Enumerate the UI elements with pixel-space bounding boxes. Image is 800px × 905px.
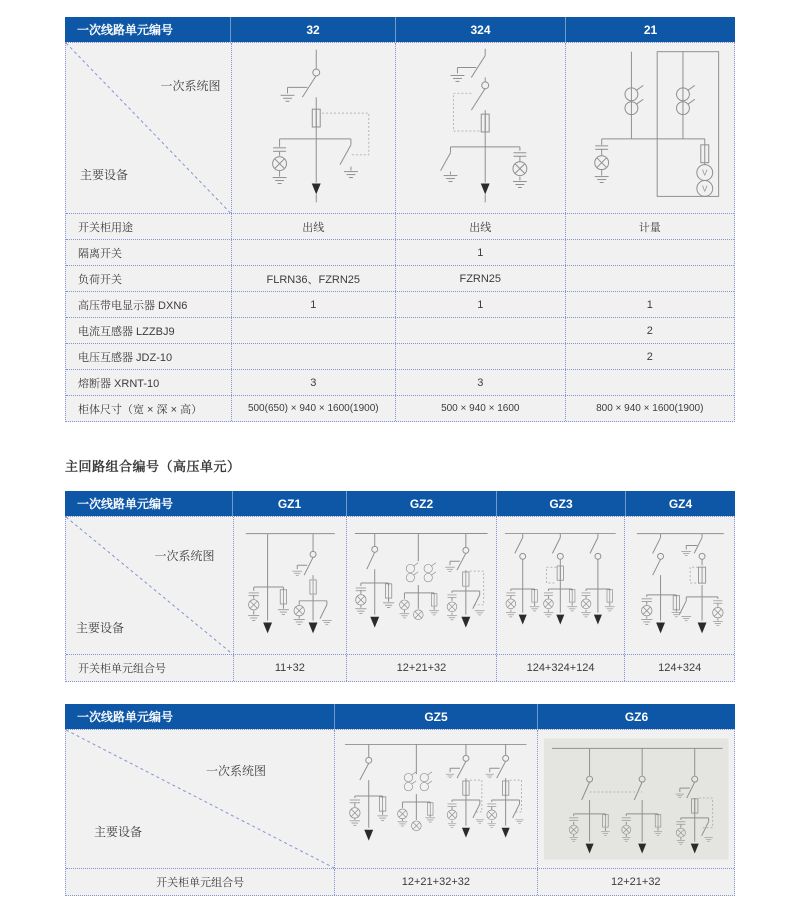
- spec-value: 500 × 940 × 1600: [395, 396, 564, 421]
- table-header-label: 一次线路单元编号: [77, 710, 174, 724]
- column-header-21: 21: [565, 17, 735, 42]
- table-row: [66, 317, 734, 343]
- voltmeter-glyph: V: [701, 168, 707, 178]
- table-row: [66, 369, 734, 395]
- column-header-gz4: GZ4: [625, 491, 735, 516]
- column-header-gz6: GZ6: [537, 704, 735, 729]
- circuit-diagram-gz3: [497, 517, 625, 654]
- spec-value: 3: [231, 370, 396, 395]
- column-header-gz2: GZ2: [346, 491, 496, 516]
- spec-value: FZRN25: [395, 266, 564, 291]
- row-label: 负荷开关: [78, 273, 122, 286]
- main-equipment-label: 主要设备: [76, 621, 125, 635]
- system-diagram-label: 一次系统图: [206, 764, 267, 778]
- spec-value: [565, 370, 734, 395]
- table-header-label: 一次线路单元编号: [77, 497, 174, 511]
- spec-value: [231, 240, 396, 265]
- circuit-diagram-gz6: [538, 730, 734, 868]
- combo-row-label: 开关柜单元组合号: [156, 877, 245, 889]
- table-row: [66, 291, 734, 317]
- combo-row-label: 开关柜单元组合号: [78, 663, 166, 675]
- row-label: 隔离开关: [78, 247, 122, 260]
- combo-table-header: [65, 491, 735, 516]
- combo-table-gz1-gz4: [65, 491, 735, 682]
- spec-value: 计量: [565, 214, 734, 239]
- combo-value: 11+32: [233, 655, 347, 681]
- spec-value: 出线: [395, 214, 564, 239]
- diagram-legend-cell: [66, 730, 334, 868]
- circuit-diagram-gz4: [625, 517, 734, 654]
- table-row: [66, 343, 734, 369]
- table-row: [66, 395, 734, 421]
- diagram-legend-cell: [66, 43, 231, 213]
- row-label: 电流互感器 LZZBJ9: [78, 325, 175, 338]
- system-diagram-label: 一次系统图: [154, 549, 215, 563]
- unit-spec-table: [65, 17, 735, 422]
- row-label: 开关柜用途: [78, 221, 133, 234]
- main-equipment-label: 主要设备: [80, 168, 129, 182]
- spec-value: 1: [565, 292, 734, 317]
- table-row: [66, 868, 734, 895]
- system-diagram-label: 一次系统图: [160, 79, 221, 93]
- circuit-diagram-32: [232, 43, 396, 213]
- circuit-diagram-gz1: [234, 517, 347, 654]
- combo-table-gz5-gz6: [65, 704, 735, 896]
- table-row: [66, 265, 734, 291]
- catalog-page: [65, 17, 735, 896]
- combo-value: 12+21+32: [346, 655, 496, 681]
- spec-value: 2: [565, 344, 734, 369]
- diagonal-divider: [66, 730, 334, 868]
- circuit-diagram-gz2: [347, 517, 496, 654]
- spec-value: [565, 266, 734, 291]
- spec-value: 2: [565, 318, 734, 343]
- circuit-diagram-324: [396, 43, 565, 213]
- combo-value: 124+324: [624, 655, 734, 681]
- unit-spec-table-header: [65, 17, 735, 42]
- row-label: 熔断器 XRNT-10: [78, 377, 160, 390]
- diagonal-divider: [66, 43, 231, 213]
- column-header-gz3: GZ3: [496, 491, 625, 516]
- spec-value: 500(650) × 940 × 1600(1900): [231, 396, 396, 421]
- column-header-32: 32: [230, 17, 395, 42]
- spec-value: [231, 344, 396, 369]
- spec-value: FLRN36、FZRN25: [231, 266, 396, 291]
- combo-table-header: [65, 704, 735, 729]
- combo-value: 124+324+124: [496, 655, 625, 681]
- table-row: [66, 654, 734, 681]
- column-header-gz1: GZ1: [232, 491, 346, 516]
- circuit-diagram-gz5: [335, 730, 536, 868]
- spec-value: 800 × 940 × 1600(1900): [565, 396, 734, 421]
- section-heading: 主回路组合编号（高压单元）: [65, 459, 241, 474]
- spec-value: [565, 240, 734, 265]
- combo-value: 12+21+32: [537, 869, 734, 895]
- spec-value: [395, 318, 564, 343]
- spec-value: [395, 344, 564, 369]
- diagram-highlight-background: [544, 738, 729, 859]
- combo-value: 12+21+32+32: [334, 869, 536, 895]
- column-header-gz5: GZ5: [334, 704, 537, 729]
- row-label: 电压互感器 JDZ-10: [78, 351, 173, 364]
- main-equipment-label: 主要设备: [94, 825, 143, 839]
- voltmeter-glyph: V: [701, 184, 707, 194]
- spec-value: 出线: [231, 214, 396, 239]
- spec-value: 1: [395, 292, 564, 317]
- row-label: 柜体尺寸（宽 × 深 × 高）: [78, 403, 203, 416]
- column-header-324: 324: [395, 17, 565, 42]
- row-label: 高压带电显示器 DXN6: [78, 299, 188, 312]
- spec-value: [231, 318, 396, 343]
- table-row: [66, 213, 734, 239]
- circuit-diagram-21: [566, 43, 735, 213]
- table-row: [66, 239, 734, 265]
- spec-value: 1: [395, 240, 564, 265]
- diagram-legend-cell: [66, 517, 233, 654]
- spec-value: 1: [231, 292, 396, 317]
- table-header-label: 一次线路单元编号: [77, 23, 174, 37]
- spec-value: 3: [395, 370, 564, 395]
